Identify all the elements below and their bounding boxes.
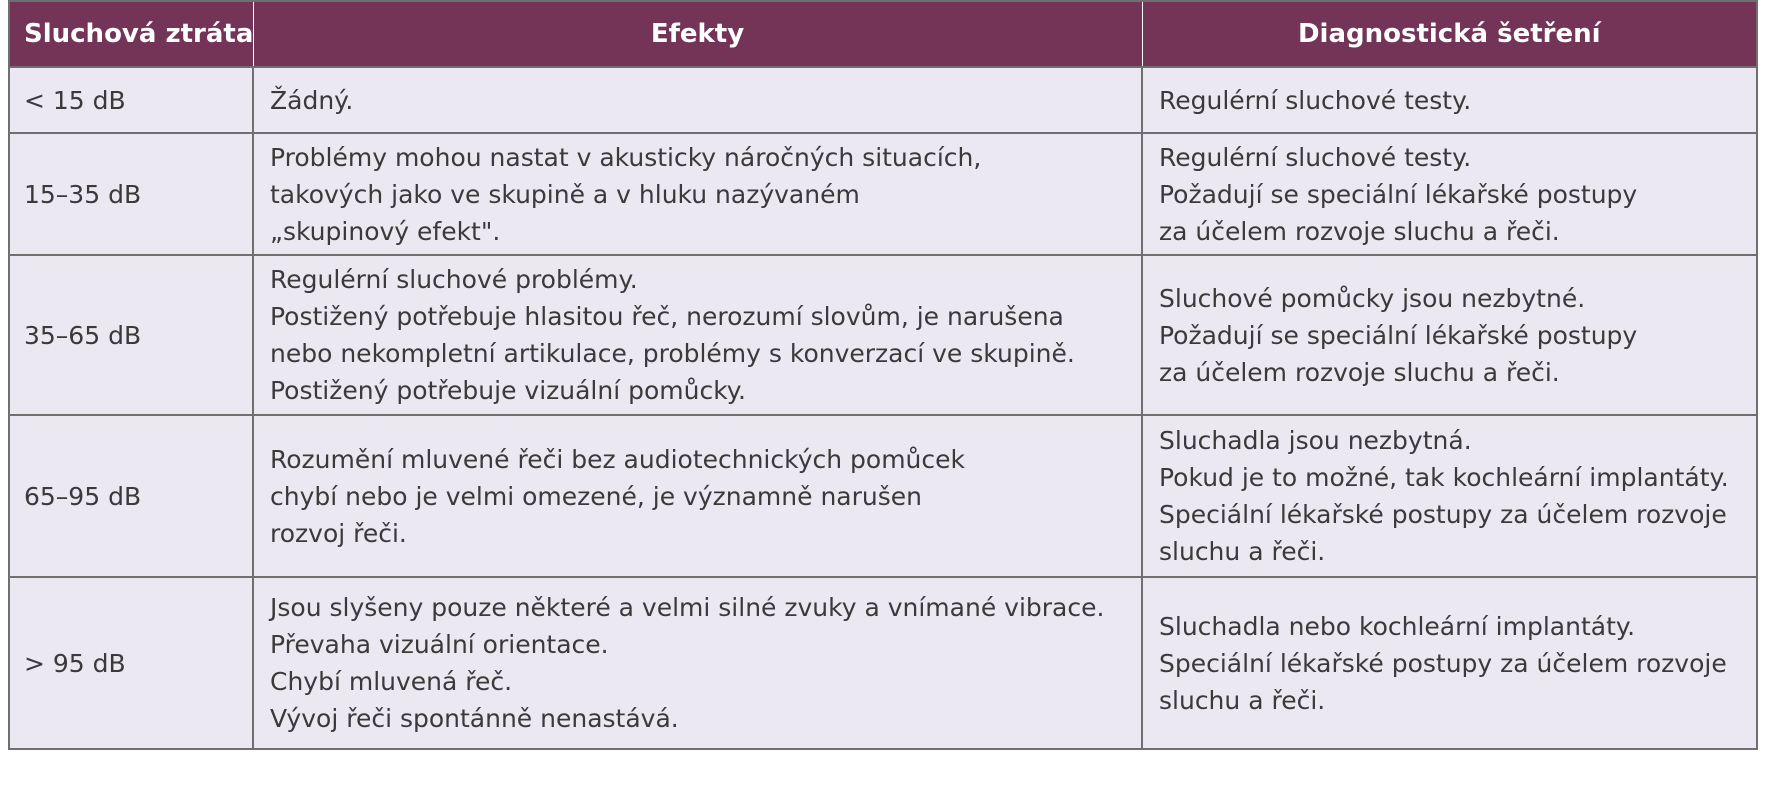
effects-line: Chybí mluvená řeč. — [270, 667, 513, 696]
diagnostics-cell — [1142, 133, 1757, 255]
effects-line: Problémy mohou nastat v akusticky náročných situacích, — [270, 142, 982, 172]
effects-line: nebo nekompletní artikulace, problémy s konverzací ve skupině. — [270, 339, 1075, 368]
table-row — [9, 577, 1757, 749]
diagnostics-line: Sluchadla nebo kochleární implantáty. — [1159, 611, 1636, 641]
diagnostics-line: Regulérní sluchové testy. — [1159, 85, 1472, 115]
diagnostics-cell — [1142, 67, 1757, 133]
effects-line: Jsou slyšeny pouze některé a velmi silné zvuky a vnímané vibrace. — [270, 593, 1105, 622]
header-effects: Efekty — [253, 1, 1142, 67]
table-row — [9, 133, 1757, 255]
diagnostics-line: Sluchadla jsou nezbytná. — [1159, 426, 1472, 455]
diagnostics-line: Sluchové pomůcky jsou nezbytné. — [1159, 283, 1586, 313]
effects-cell — [253, 255, 1142, 415]
hearing-loss-table-container — [8, 0, 1758, 750]
effects-line: Převaha vizuální orientace. — [270, 630, 609, 659]
header-hearing-loss: Sluchová ztráta — [9, 1, 253, 67]
effects-line: rozvoj řeči. — [270, 518, 407, 548]
hearing-loss-cell: 35–65 dB — [9, 255, 253, 415]
effects-line: Postižený potřebuje vizuální pomůcky. — [270, 376, 746, 405]
diagnostics-line: sluchu a řeči. — [1159, 685, 1326, 715]
effects-cell — [253, 133, 1142, 255]
effects-line: Rozumění mluvené řeči bez audiotechnických pomůcek — [270, 444, 966, 474]
effects-line: Žádný. — [270, 85, 354, 115]
effects-cell — [253, 415, 1142, 577]
hearing-loss-table — [8, 0, 1758, 750]
diagnostics-line: za účelem rozvoje sluchu a řeči. — [1159, 216, 1560, 246]
diagnostics-line: Speciální lékařské postupy za účelem rozvoje — [1159, 648, 1727, 678]
header-diagnostics: Diagnostická šetření — [1142, 1, 1757, 67]
diagnostics-line: Speciální lékařské postupy za účelem rozvoje — [1159, 500, 1727, 529]
diagnostics-line: za účelem rozvoje sluchu a řeči. — [1159, 357, 1560, 387]
table-row — [9, 255, 1757, 415]
effects-cell — [253, 577, 1142, 749]
diagnostics-line: sluchu a řeči. — [1159, 537, 1326, 566]
diagnostics-line: Pokud je to možné, tak kochleární implantáty. — [1159, 463, 1729, 492]
effects-cell — [253, 67, 1142, 133]
hearing-loss-cell: 65–95 dB — [9, 415, 253, 577]
diagnostics-cell — [1142, 577, 1757, 749]
effects-line: „skupinový efekt". — [270, 216, 501, 246]
effects-line: takových jako ve skupině a v hluku nazývaném — [270, 179, 860, 209]
effects-line: chybí nebo je velmi omezené, je významně narušen — [270, 481, 922, 511]
diagnostics-cell — [1142, 255, 1757, 415]
diagnostics-line: Regulérní sluchové testy. — [1159, 142, 1472, 172]
effects-line: Vývoj řeči spontánně nenastává. — [270, 704, 679, 733]
diagnostics-line: Požadují se speciální lékařské postupy — [1159, 320, 1638, 350]
effects-line: Postižený potřebuje hlasitou řeč, nerozumí slovům, je narušena — [270, 302, 1064, 331]
hearing-loss-cell: > 95 dB — [9, 577, 253, 749]
table-row — [9, 415, 1757, 577]
table-row — [9, 67, 1757, 133]
diagnostics-cell — [1142, 415, 1757, 577]
diagnostics-line: Požadují se speciální lékařské postupy — [1159, 179, 1638, 209]
effects-line: Regulérní sluchové problémy. — [270, 265, 638, 294]
hearing-loss-cell: < 15 dB — [9, 67, 253, 133]
table-header-row — [9, 1, 1757, 67]
hearing-loss-cell: 15–35 dB — [9, 133, 253, 255]
